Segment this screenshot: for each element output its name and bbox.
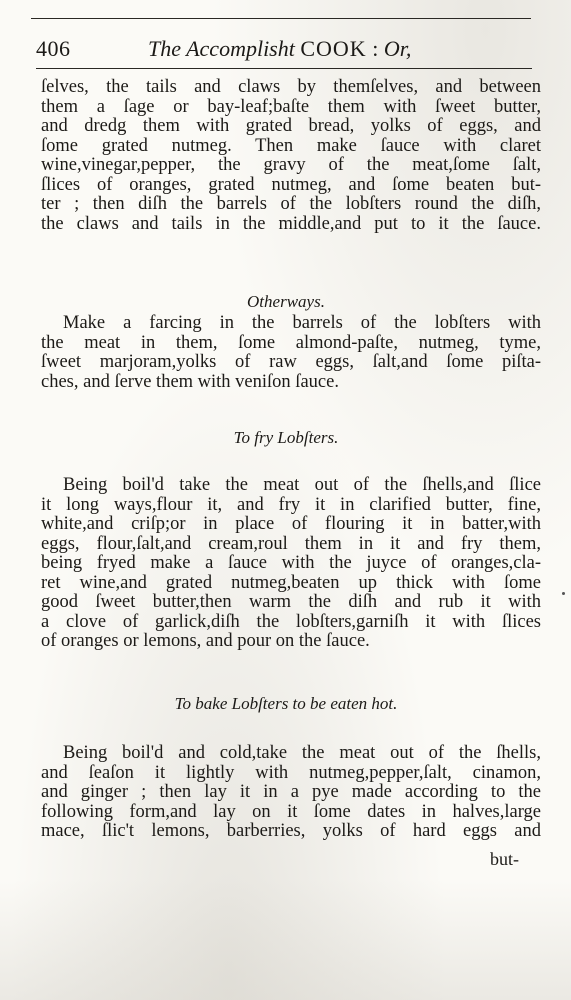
text-line: Being boil'd and cold,take the meat out of the ſhells, <box>63 743 541 763</box>
running-title-caps: COOK <box>300 36 367 61</box>
text-line: ter ; then diſh the barrels of the lobſters round the diſh, <box>41 194 541 214</box>
text-line: ſelves, the tails and claws by themſelves, and between <box>41 77 541 97</box>
running-title-italic: The Accomplisht <box>148 36 295 61</box>
section-heading-otherways: Otherways. <box>247 292 325 311</box>
text-line: being fryed make a ſauce with the juyce of oranges,cla- <box>41 553 541 573</box>
top-edge-rule <box>31 18 531 19</box>
section-heading-fry-lobsters: To fry Lobſters. <box>233 428 339 447</box>
text-line: ſome grated nutmeg. Then make ſauce with claret <box>41 135 541 156</box>
paragraph-otherways <box>41 314 541 392</box>
text-line: the claws and tails in the middle,and put to it the ſauce. <box>41 213 541 234</box>
text-line: it long ways,flour it, and fry it in clarified butter, fine, <box>41 494 541 515</box>
text-line: a clove of garlick,diſh the lobſters,garniſh it with ſlices <box>41 611 541 632</box>
text-line: ſlices of oranges, grated nutmeg, and ſome beaten but- <box>41 174 541 195</box>
page-header <box>36 26 536 66</box>
text-line: Being boil'd take the meat out of the ſhells,and ſlice <box>63 475 541 495</box>
text-line: Make a farcing in the barrels of the lobſters with <box>63 313 541 333</box>
text-line: and ginger ; then lay it in a pye made according to the <box>41 782 541 802</box>
text-line: mace, ſlic't lemons, barberries, yolks of hard eggs and <box>41 821 541 841</box>
text-line: good ſweet butter,then warm the diſh and rub it with <box>41 592 541 612</box>
running-title-separator: : <box>372 36 379 61</box>
text-line: ret wine,and grated nutmeg,beaten up thick with ſome <box>41 572 541 593</box>
text-line: the meat in them, ſome almond-paſte, nutmeg, tyme, <box>41 332 541 353</box>
text-line: and ſeaſon it lightly with nutmeg,pepper,ſalt, cinamon, <box>41 762 541 783</box>
text-line: wine,vinegar,pepper, the gravy of the meat,ſome ſalt, <box>41 155 541 175</box>
text-line: white,and criſp;or in place of flouring it in batter,with <box>41 514 541 534</box>
text-line: ſweet marjoram,yolks of raw eggs, ſalt,and ſome piſta- <box>41 352 541 372</box>
section-heading-bake-lobsters: To bake Lobſters to be eaten hot. <box>174 694 398 713</box>
header-rule <box>36 68 532 69</box>
page-number: 406 <box>36 36 71 61</box>
text-line: of oranges or lemons, and pour on the ſauce. <box>41 631 370 651</box>
page-bottom-shading <box>0 880 571 1000</box>
text-line: following form,and lay on it ſome dates in halves,large <box>41 801 541 822</box>
text-line: ches, and ſerve them with veniſon ſauce. <box>41 371 339 392</box>
running-title-end: Or, <box>383 36 412 61</box>
paragraph-continued <box>41 78 541 234</box>
paragraph-fry-lobsters <box>41 476 541 652</box>
text-line: and dredg them with grated bread, yolks of eggs, and <box>41 116 541 136</box>
text-line: them a ſage or bay-leaf;baſte them with ſweet butter, <box>41 96 541 117</box>
catchword: but- <box>490 849 519 869</box>
paragraph-bake-lobsters <box>41 744 541 842</box>
margin-speck <box>562 592 565 595</box>
text-line: eggs, flour,ſalt,and cream,roul them in it and fry them, <box>41 533 541 554</box>
running-title <box>148 36 411 62</box>
